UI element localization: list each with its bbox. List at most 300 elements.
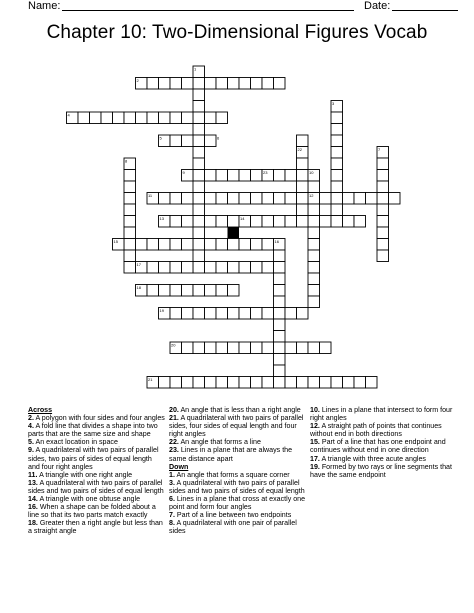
grid-cell[interactable]	[251, 239, 263, 251]
grid-cell[interactable]	[285, 308, 297, 320]
clue-item	[310, 438, 455, 454]
grid-cell[interactable]	[262, 193, 274, 205]
clue-number: 14	[240, 216, 245, 221]
grid-cell[interactable]	[377, 170, 389, 182]
clue-item-number: 11.	[28, 470, 38, 479]
grid-cell[interactable]	[331, 181, 343, 193]
grid-cell[interactable]	[193, 342, 205, 354]
grid-cell[interactable]	[308, 377, 320, 389]
clue-item-text: An angle that forms a line	[178, 438, 261, 447]
clue-number: 2	[136, 78, 139, 83]
grid-cell[interactable]	[377, 239, 389, 251]
grid-cell[interactable]	[320, 342, 332, 354]
clue-number: 17	[136, 262, 141, 267]
clue-number: 10	[309, 170, 314, 175]
grid-cell[interactable]	[228, 239, 240, 251]
grid-cell[interactable]	[239, 377, 251, 389]
grid-cell[interactable]	[251, 342, 263, 354]
clue-number: 6	[217, 135, 220, 141]
grid-cell[interactable]	[274, 285, 286, 297]
grid-cell[interactable]	[297, 158, 309, 170]
grid-cell[interactable]	[216, 170, 228, 182]
clue-item-number: 4.	[28, 422, 34, 431]
clue-number: 22	[297, 147, 302, 152]
grid-cell[interactable]	[182, 239, 194, 251]
grid-cell[interactable]	[147, 285, 159, 297]
grid-cell[interactable]	[228, 78, 240, 90]
grid-cell[interactable]	[205, 239, 217, 251]
clue-item	[28, 422, 165, 438]
grid-cell[interactable]	[239, 262, 251, 274]
grid-cell[interactable]	[377, 227, 389, 239]
grid-cell[interactable]	[182, 193, 194, 205]
grid-cell[interactable]	[377, 216, 389, 228]
clue-section-heading: Across	[28, 406, 53, 414]
grid-cell[interactable]	[262, 308, 274, 320]
clue-number: 4	[67, 112, 70, 118]
clue-item-number: 12.	[310, 422, 320, 431]
grid-cell[interactable]	[239, 308, 251, 320]
grid-cell[interactable]	[170, 262, 182, 274]
clues-column-3	[310, 406, 455, 479]
grid-cell[interactable]	[228, 377, 240, 389]
grid-cell[interactable]	[193, 170, 205, 182]
clue-number: 16	[274, 239, 279, 244]
grid-cell[interactable]	[251, 308, 263, 320]
grid-cell[interactable]	[216, 78, 228, 90]
clue-number: 18	[136, 285, 141, 290]
date-label: Date:	[364, 0, 391, 12]
grid-cell[interactable]	[193, 285, 205, 297]
grid-cell[interactable]	[262, 239, 274, 251]
grid-cell[interactable]	[274, 250, 286, 262]
grid-cell[interactable]	[170, 308, 182, 320]
clue-item	[28, 414, 165, 422]
grid-cell[interactable]	[274, 262, 286, 274]
grid-cell[interactable]	[285, 193, 297, 205]
clue-item-number: 7.	[169, 511, 175, 520]
grid-cell[interactable]	[239, 239, 251, 251]
grid-cell[interactable]	[308, 227, 320, 239]
grid-cell[interactable]	[205, 216, 217, 228]
grid-cell[interactable]	[147, 239, 159, 251]
clue-item	[28, 495, 165, 503]
grid-cell[interactable]	[297, 181, 309, 193]
grid-cell[interactable]	[366, 193, 378, 205]
grid-cell[interactable]	[320, 377, 332, 389]
clue-item-number: 2.	[28, 414, 34, 423]
grid-cell[interactable]	[308, 181, 320, 193]
grid-cell[interactable]	[193, 377, 205, 389]
grid-cell[interactable]	[124, 216, 136, 228]
grid-cell[interactable]	[297, 193, 309, 205]
clue-item-text: When a shape can be folded about a line so that its two parts match exactly	[28, 503, 156, 520]
clue-item-text: A quadrilateral with two pairs of parallel sides, four sides of equal length and four right angles	[169, 414, 304, 439]
grid-cell[interactable]	[124, 193, 136, 205]
grid-cell[interactable]	[228, 216, 240, 228]
grid-cell[interactable]	[320, 193, 332, 205]
grid-cell[interactable]	[377, 250, 389, 262]
grid-cell[interactable]	[228, 170, 240, 182]
clue-number: 9	[182, 170, 185, 175]
clue-item	[28, 519, 165, 535]
grid-cell[interactable]	[101, 112, 113, 124]
grid-cell[interactable]	[274, 365, 286, 377]
grid-cell[interactable]	[193, 101, 205, 113]
grid-cell[interactable]	[159, 285, 171, 297]
grid-cell[interactable]	[320, 216, 332, 228]
grid-cell[interactable]	[216, 193, 228, 205]
grid-cell[interactable]	[159, 78, 171, 90]
grid-cell[interactable]	[297, 216, 309, 228]
clue-item	[169, 471, 306, 479]
clue-item	[169, 438, 306, 446]
grid-cell[interactable]	[377, 158, 389, 170]
grid-cell[interactable]	[366, 377, 378, 389]
name-label: Name:	[28, 0, 61, 12]
grid-cell[interactable]	[274, 354, 286, 366]
clue-item-number: 9.	[28, 446, 34, 455]
grid-cell[interactable]	[193, 262, 205, 274]
grid-cell[interactable]	[182, 262, 194, 274]
grid-cell[interactable]	[297, 204, 309, 216]
clue-item-number: 23.	[169, 446, 179, 455]
grid-cell[interactable]	[297, 308, 309, 320]
clue-item-text: Lines in a plane that are always the same distance apart	[169, 446, 293, 463]
clue-item-number: 6.	[169, 495, 175, 504]
grid-cell[interactable]	[251, 78, 263, 90]
clue-item	[28, 479, 165, 495]
clue-item-text: A straight path of points that continues without end in both directions	[310, 422, 442, 439]
clue-number: 20	[171, 342, 176, 348]
grid-cell[interactable]	[331, 377, 343, 389]
clue-item	[28, 438, 165, 446]
clues-column-2	[169, 406, 306, 536]
grid-cell[interactable]	[228, 342, 240, 354]
grid-cell[interactable]	[182, 112, 194, 124]
grid-cell[interactable]	[205, 377, 217, 389]
grid-cell[interactable]	[193, 250, 205, 262]
grid-cell[interactable]	[331, 204, 343, 216]
grid-cell[interactable]	[193, 158, 205, 170]
grid-cell[interactable]	[90, 112, 102, 124]
grid-cell[interactable]	[170, 377, 182, 389]
clue-item	[169, 446, 306, 462]
clue-number: 23	[263, 170, 268, 175]
grid-cell[interactable]	[193, 124, 205, 136]
clue-item-number: 17.	[310, 454, 320, 463]
grid-cell[interactable]	[389, 193, 401, 205]
grid-cell[interactable]	[216, 239, 228, 251]
grid-cell[interactable]	[193, 78, 205, 90]
grid-cell[interactable]	[297, 342, 309, 354]
clue-item	[169, 414, 306, 438]
grid-cell[interactable]	[216, 308, 228, 320]
grid-cell[interactable]	[251, 262, 263, 274]
grid-cell[interactable]	[205, 135, 217, 147]
grid-cell[interactable]	[124, 170, 136, 182]
grid-cell[interactable]	[205, 112, 217, 124]
clue-section-heading: Down	[169, 462, 189, 471]
grid-cell[interactable]	[124, 112, 136, 124]
grid-cell[interactable]	[170, 78, 182, 90]
clue-item-text: An angle that is less than a right angle	[178, 406, 301, 414]
grid-cell[interactable]	[205, 78, 217, 90]
clue-item-number: 19.	[310, 462, 320, 471]
grid-cell[interactable]	[331, 170, 343, 182]
grid-cell[interactable]	[308, 204, 320, 216]
clue-item-number: 15.	[310, 438, 320, 447]
grid-cell[interactable]	[274, 296, 286, 308]
grid-cell[interactable]	[216, 112, 228, 124]
grid-cell[interactable]	[308, 239, 320, 251]
grid-cell[interactable]	[147, 112, 159, 124]
grid-cell[interactable]	[239, 193, 251, 205]
grid-cell[interactable]	[205, 262, 217, 274]
grid-cell[interactable]	[308, 250, 320, 262]
grid-cell[interactable]	[308, 262, 320, 274]
grid-cell[interactable]	[308, 342, 320, 354]
grid-cell[interactable]	[193, 135, 205, 147]
grid-cell[interactable]	[377, 204, 389, 216]
clue-item-text: A fold line that divides a shape into two parts that are the same size and shape	[28, 422, 158, 439]
clue-item-number: 20.	[169, 406, 179, 414]
clue-number: 11	[148, 193, 153, 198]
clue-item-text: A quadrilateral with one pair of parallel sides	[169, 519, 297, 536]
clue-item-text: A triangle with one obtuse angle	[37, 495, 141, 504]
grid-cell[interactable]	[274, 216, 286, 228]
clue-item-text: A polygon with four sides and four angles	[33, 414, 165, 423]
clue-item-text: An angle that forms a square corner	[174, 470, 290, 479]
grid-cell[interactable]	[308, 273, 320, 285]
grid-cell[interactable]	[331, 158, 343, 170]
black-cell	[228, 227, 240, 239]
clue-item	[310, 463, 455, 479]
clue-number: 19	[159, 308, 164, 313]
grid-cell[interactable]	[216, 377, 228, 389]
grid-cell[interactable]	[182, 377, 194, 389]
grid-cell[interactable]	[205, 285, 217, 297]
grid-cell[interactable]	[274, 273, 286, 285]
grid-cell[interactable]	[182, 78, 194, 90]
grid-cell[interactable]	[78, 112, 90, 124]
clue-number: 1	[194, 66, 197, 72]
grid-cell[interactable]	[182, 135, 194, 147]
grid-cell[interactable]	[274, 308, 286, 320]
grid-cell[interactable]	[193, 193, 205, 205]
grid-cell[interactable]	[205, 308, 217, 320]
grid-cell[interactable]	[193, 89, 205, 101]
clue-item-text: An exact location in space	[33, 438, 118, 447]
clue-item	[310, 422, 455, 438]
grid-cell[interactable]	[251, 377, 263, 389]
grid-cell[interactable]	[308, 296, 320, 308]
grid-cell[interactable]	[216, 342, 228, 354]
grid-cell[interactable]	[308, 285, 320, 297]
grid-cell[interactable]	[297, 135, 309, 147]
grid-cell[interactable]	[274, 342, 286, 354]
grid-cell[interactable]	[124, 262, 136, 274]
grid-cell[interactable]	[182, 216, 194, 228]
clue-item	[28, 503, 165, 519]
grid-cell[interactable]	[331, 112, 343, 124]
grid-cell[interactable]	[193, 112, 205, 124]
grid-cell[interactable]	[308, 216, 320, 228]
grid-cell[interactable]	[274, 331, 286, 343]
clue-item-text: A triangle with one right angle	[37, 470, 133, 479]
grid-cell[interactable]	[216, 262, 228, 274]
clue-item	[169, 519, 306, 535]
grid-cell[interactable]	[159, 377, 171, 389]
grid-cell[interactable]	[262, 78, 274, 90]
grid-cell[interactable]	[182, 308, 194, 320]
grid-cell[interactable]	[239, 342, 251, 354]
grid-cell[interactable]	[274, 78, 286, 90]
clue-item-text: Greater then a right angle but less than a straight angle	[28, 519, 163, 536]
grid-cell[interactable]	[228, 262, 240, 274]
grid-cell[interactable]	[170, 285, 182, 297]
grid-cell[interactable]	[113, 112, 125, 124]
grid-cell[interactable]	[216, 285, 228, 297]
clues-column-1	[28, 406, 165, 536]
grid-cell[interactable]	[205, 170, 217, 182]
grid-cell[interactable]	[124, 227, 136, 239]
grid-cell[interactable]	[274, 377, 286, 389]
grid-cell[interactable]	[354, 193, 366, 205]
clue-item-number: 13.	[28, 478, 38, 487]
grid-cell[interactable]	[170, 193, 182, 205]
grid-cell[interactable]	[205, 193, 217, 205]
grid-cell[interactable]	[262, 377, 274, 389]
grid-cell[interactable]	[159, 262, 171, 274]
grid-cell[interactable]	[331, 193, 343, 205]
grid-cell[interactable]	[193, 204, 205, 216]
grid-cell[interactable]	[331, 216, 343, 228]
clue-number: 13	[159, 216, 164, 221]
clue-item-text: Lines in a plane that cross at exactly one point and form four angles	[169, 495, 306, 512]
grid-cell[interactable]	[239, 78, 251, 90]
grid-cell[interactable]	[136, 239, 148, 251]
grid-cell[interactable]	[343, 216, 355, 228]
grid-cell[interactable]	[285, 216, 297, 228]
grid-cell[interactable]	[124, 181, 136, 193]
grid-cell[interactable]	[193, 227, 205, 239]
grid-cell[interactable]	[170, 112, 182, 124]
clue-item-text: Part of a line that has one endpoint and continues without end in one direction	[310, 438, 446, 455]
grid-cell[interactable]	[193, 147, 205, 159]
grid-cell[interactable]	[262, 216, 274, 228]
clue-item-text: A triangle with three acute angles	[319, 454, 426, 463]
clue-number: 12	[309, 193, 314, 198]
grid-cell[interactable]	[354, 377, 366, 389]
clue-item	[310, 406, 455, 422]
clue-item-number: 1.	[169, 470, 175, 479]
grid-cell[interactable]	[124, 204, 136, 216]
clue-number: 15	[113, 239, 118, 244]
clue-item-number: 8.	[169, 519, 175, 528]
grid-cell[interactable]	[377, 181, 389, 193]
grid-cell[interactable]	[343, 377, 355, 389]
grid-cell[interactable]	[182, 285, 194, 297]
grid-cell[interactable]	[216, 216, 228, 228]
grid-cell[interactable]	[239, 170, 251, 182]
clue-item-number: 21.	[169, 414, 179, 423]
grid-cell[interactable]	[193, 239, 205, 251]
grid-cell[interactable]	[331, 135, 343, 147]
clue-item-number: 5.	[28, 438, 34, 447]
grid-cell[interactable]	[331, 147, 343, 159]
grid-cell[interactable]	[159, 112, 171, 124]
grid-cell[interactable]	[251, 216, 263, 228]
clue-item-text: A quadrilateral with two pairs of parallel sides, two pairs of sides of equal length and four right angles	[28, 446, 159, 471]
clue-number: 7	[378, 147, 381, 152]
clue-item-text: Lines in a plane that intersect to form four right angles	[310, 406, 453, 423]
grid-cell[interactable]	[354, 216, 366, 228]
clue-item-number: 22.	[169, 438, 179, 447]
grid-cell[interactable]	[274, 319, 286, 331]
grid-cell[interactable]	[262, 262, 274, 274]
clue-item	[169, 495, 306, 511]
grid-cell[interactable]	[251, 170, 263, 182]
grid-cell[interactable]	[193, 216, 205, 228]
clue-number: 8	[125, 158, 128, 164]
clue-item	[28, 446, 165, 470]
grid-cell[interactable]	[228, 285, 240, 297]
grid-cell[interactable]	[182, 342, 194, 354]
grid-cell[interactable]	[159, 193, 171, 205]
grid-cell[interactable]	[377, 193, 389, 205]
grid-cell[interactable]	[193, 308, 205, 320]
clue-item-number: 10.	[310, 406, 320, 414]
grid-cell[interactable]	[170, 239, 182, 251]
grid-cell[interactable]	[124, 239, 136, 251]
grid-cell[interactable]	[297, 377, 309, 389]
clue-item-text: A quadrilateral with two pairs of parallel sides and two pairs of sides of equal length	[28, 478, 164, 495]
clue-item-text: Formed by two rays or line segments that have the same endpoint	[310, 462, 452, 479]
clue-item	[169, 479, 306, 495]
grid-cell[interactable]	[285, 170, 297, 182]
grid-cell[interactable]	[285, 342, 297, 354]
grid-cell[interactable]	[228, 308, 240, 320]
grid-cell[interactable]	[228, 193, 240, 205]
grid-cell[interactable]	[147, 262, 159, 274]
grid-cell[interactable]	[274, 193, 286, 205]
grid-cell[interactable]	[205, 342, 217, 354]
grid-cell[interactable]	[159, 239, 171, 251]
clue-item-number: 3.	[169, 478, 175, 487]
grid-cell[interactable]	[251, 193, 263, 205]
grid-cell[interactable]	[274, 170, 286, 182]
clue-item	[169, 511, 306, 519]
grid-cell[interactable]	[331, 124, 343, 136]
clue-item-text: Part of a line between two endpoints	[174, 511, 292, 520]
page-title: Chapter 10: Two-Dimensional Figures Vocab	[46, 22, 428, 43]
grid-cell[interactable]	[136, 112, 148, 124]
grid-cell[interactable]	[343, 193, 355, 205]
grid-cell[interactable]	[170, 135, 182, 147]
grid-cell[interactable]	[285, 377, 297, 389]
clue-item-number: 16.	[28, 503, 38, 512]
clue-number: 3	[332, 101, 335, 106]
grid-cell[interactable]	[147, 78, 159, 90]
grid-cell[interactable]	[124, 250, 136, 262]
clue-item	[169, 406, 306, 414]
grid-cell[interactable]	[193, 181, 205, 193]
grid-cell[interactable]	[297, 170, 309, 182]
clue-item-text: A quadrilateral with two pairs of parallel sides and two pairs of sides of equal length	[169, 478, 305, 495]
grid-cell[interactable]	[262, 342, 274, 354]
grid-cell[interactable]	[170, 216, 182, 228]
